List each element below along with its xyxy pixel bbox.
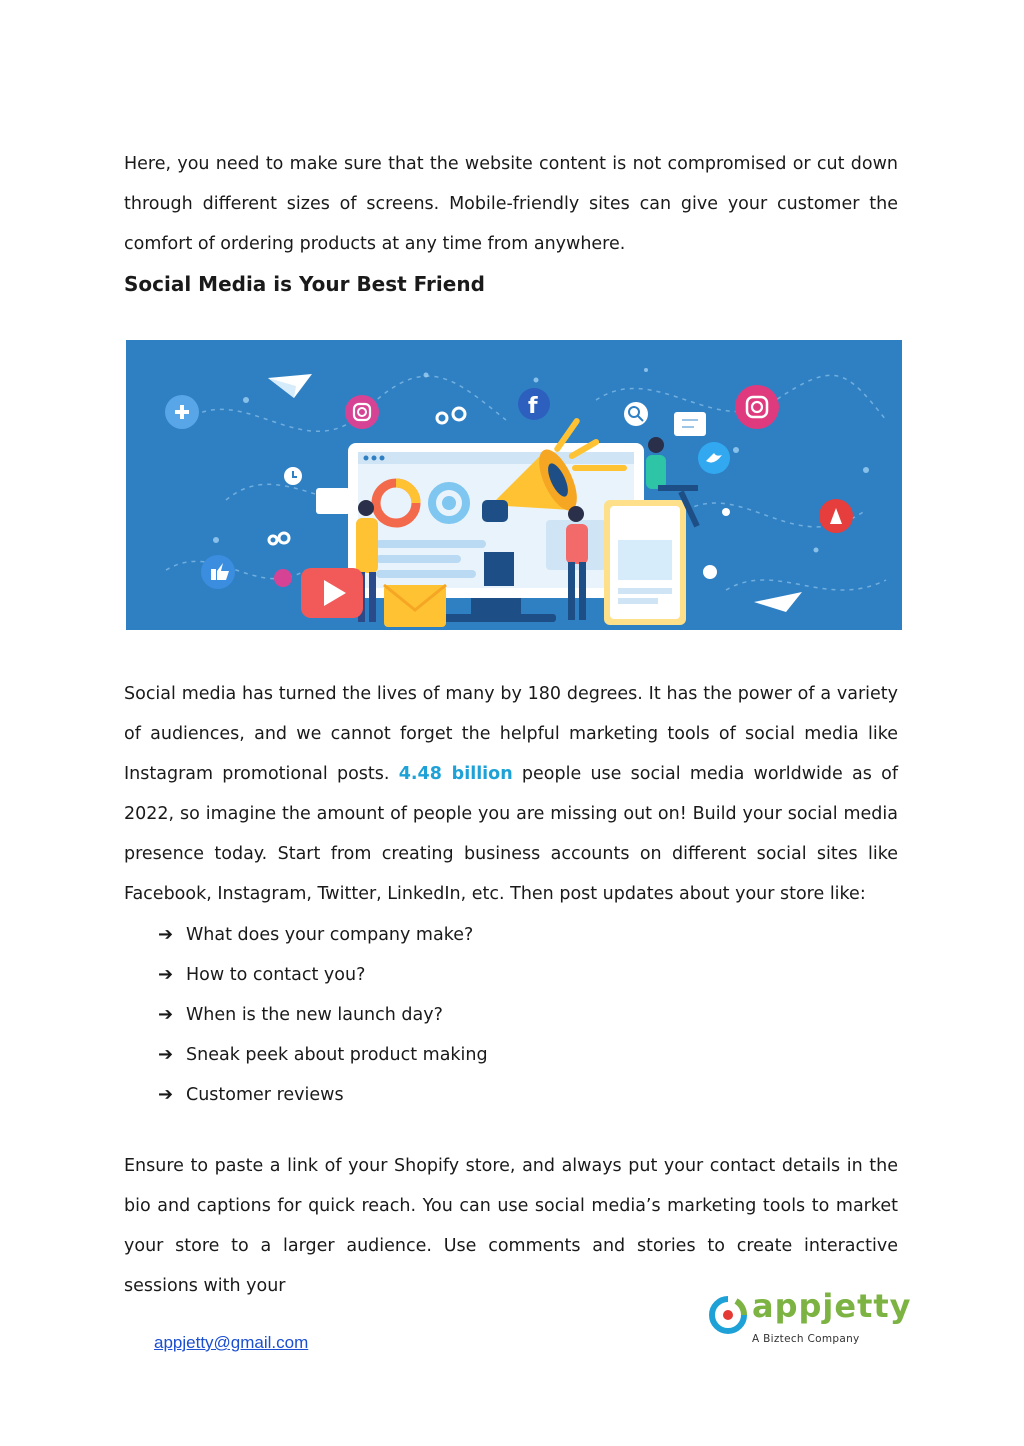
chat-icon — [316, 488, 350, 514]
instagram-icon — [735, 385, 779, 429]
svg-text:f: f — [528, 394, 538, 419]
list-item: ➔ Customer reviews — [158, 1075, 488, 1115]
alert-icon — [819, 499, 853, 533]
social-media-paragraph — [124, 674, 898, 914]
closing-paragraph: Ensure to paste a link of your Shopify store, and always put your contact details in the bio and captions for quick reach. You can use social media’s marketing tools to market your store to a larger audience. Use comments and stories to create interactive sessions with your — [124, 1155, 898, 1296]
logo-mark-icon — [708, 1295, 748, 1335]
instagram-icon — [274, 569, 292, 587]
list-item: ➔ When is the new launch day? — [158, 995, 488, 1035]
statistic-highlight: 4.48 billion — [398, 763, 513, 784]
logo-tagline: A Biztech Company — [752, 1333, 860, 1345]
list-item: ➔ What does your company make? — [158, 915, 488, 955]
intro-paragraph: Here, you need to make sure that the website content is not compromised or cut down through different sizes of screens. Mobile-friendly sites can give your customer the comfort of ordering products at any time from anywhere. — [124, 153, 898, 254]
social-media-illustration — [126, 340, 902, 630]
social-text-a: Social media has turned the lives of many by 180 degrees. It has the power of a variety of audiences, and we cannot forget the helpful marketing tools of social media like Instagram promotional posts. — [124, 683, 898, 784]
like-icon — [201, 555, 235, 589]
arrow-icon: ➔ — [158, 1084, 174, 1105]
plus-icon — [165, 395, 199, 429]
logo-wordmark: appjetty — [752, 1287, 912, 1325]
arrow-icon: ➔ — [158, 1044, 174, 1065]
twitter-icon — [698, 442, 730, 474]
list-item: ➔ Sneak peek about product making — [158, 1035, 488, 1075]
chat-icon — [674, 412, 706, 436]
social-text-b: people use social media worldwide as of 2022, so imagine the amount of people you are missing out on! Build your social media presence today. Start from creating business accounts on different social sites like Facebook, Instagram, Twitter, LinkedIn, etc. Then post updates about your store like: — [124, 763, 898, 904]
appjetty-logo — [708, 1287, 912, 1353]
section-heading: Social Media is Your Best Friend — [124, 272, 485, 296]
update-ideas-list — [158, 915, 488, 1115]
email-link[interactable]: appjetty@gmail.com — [154, 1333, 309, 1352]
arrow-icon: ➔ — [158, 964, 174, 985]
search-icon — [624, 402, 648, 426]
arrow-icon: ➔ — [158, 924, 174, 945]
list-item: ➔ How to contact you? — [158, 955, 488, 995]
instagram-icon — [345, 395, 379, 429]
arrow-icon: ➔ — [158, 1004, 174, 1025]
facebook-icon — [518, 388, 550, 420]
clock-icon — [284, 467, 302, 485]
